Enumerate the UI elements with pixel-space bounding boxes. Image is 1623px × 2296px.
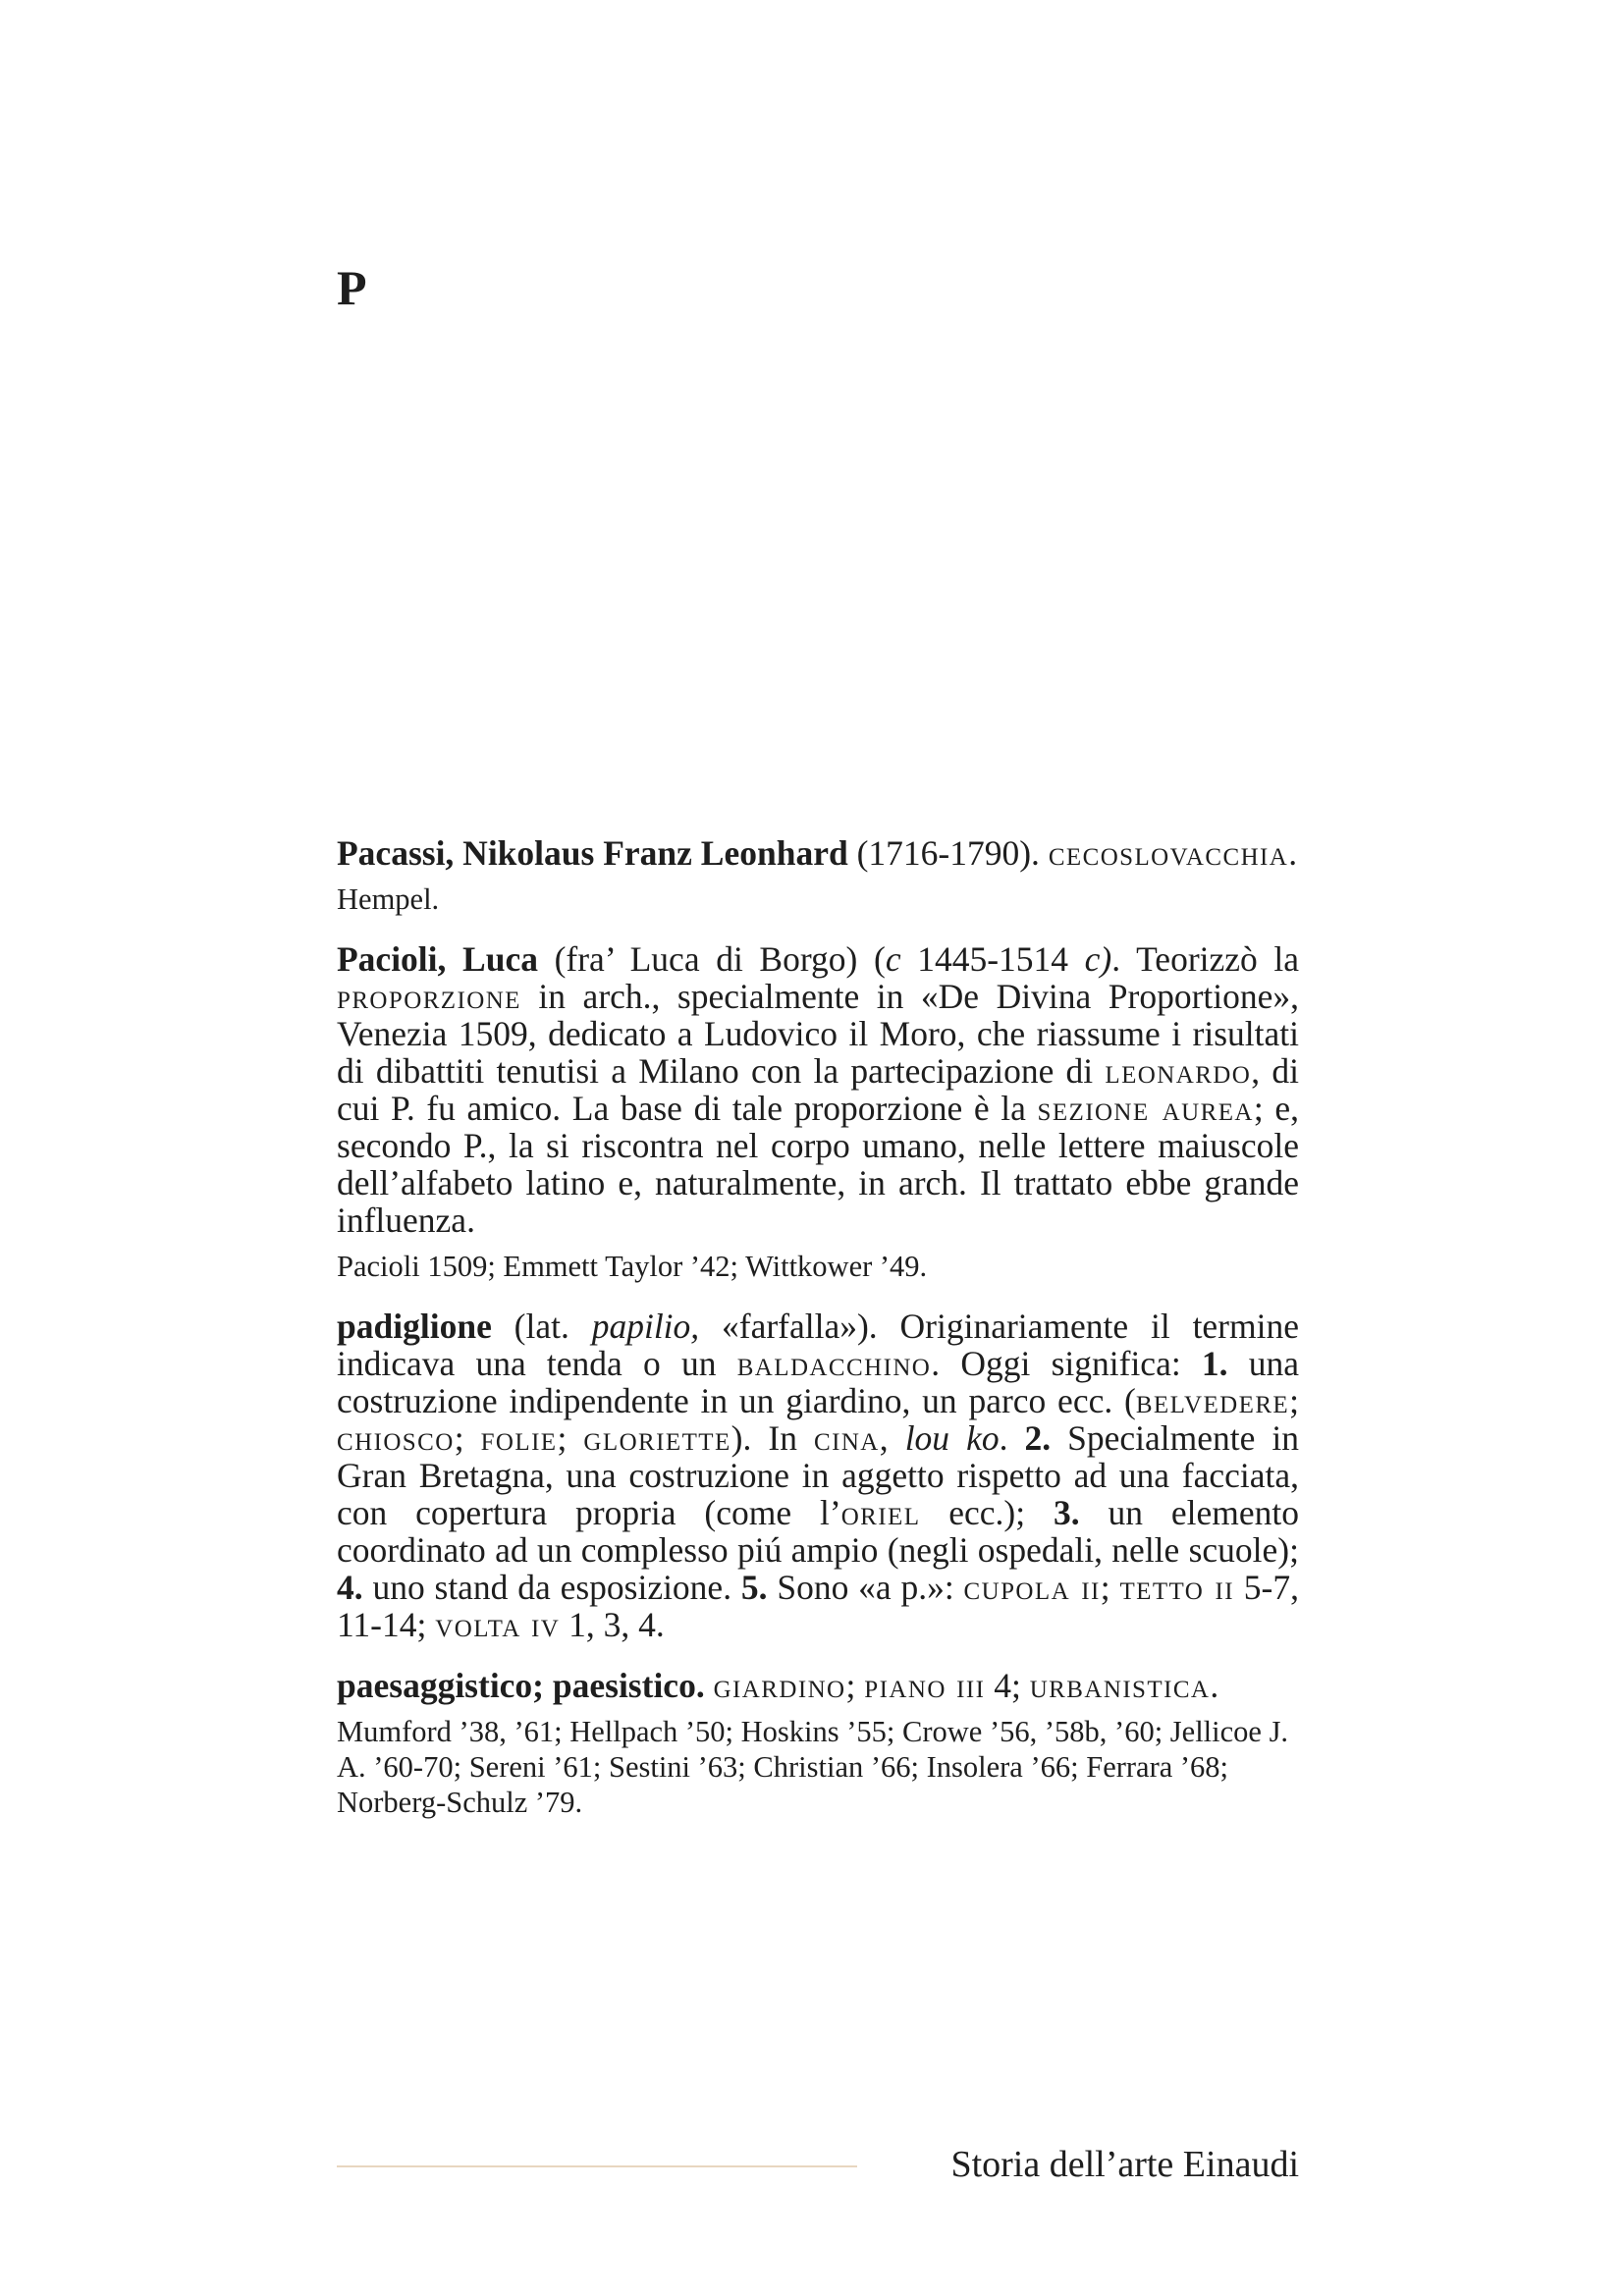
cross-reference[interactable]: tetto ii (1119, 1568, 1234, 1607)
entry-paesaggistico (337, 1667, 1299, 1820)
entry-text (705, 1666, 714, 1705)
bibliography: Hempel. (337, 882, 440, 916)
cross-reference[interactable]: piano iii (864, 1666, 986, 1705)
entry-body (337, 1308, 1299, 1643)
entry-text: uno stand da esposizione. (362, 1568, 741, 1607)
cross-reference[interactable]: giardino (713, 1666, 846, 1705)
entry-text: 4; (985, 1666, 1030, 1705)
cross-reference[interactable]: baldacchino (736, 1344, 932, 1383)
entry-text: ). In (730, 1418, 814, 1458)
chinese-term: lou ko (904, 1418, 1000, 1458)
entry-text: , (879, 1418, 905, 1458)
entry-padiglione (337, 1308, 1299, 1643)
entry-text: Sono «a p.»: (767, 1568, 964, 1607)
entry-text: 1, 3, 4. (560, 1605, 665, 1644)
entry-text: . (1210, 1666, 1219, 1705)
cross-reference[interactable]: folie (480, 1418, 558, 1458)
footer-rule (337, 2165, 857, 2167)
entry-text: in arch., specialmente in «De Divina Proportione», Venezia 1509, dedicato a Ludovico il Moro, che riassume i risultati di dibattiti tenutisi a Milano con la partecipazione di (337, 977, 1299, 1091)
cross-reference[interactable]: urbanistica (1029, 1666, 1211, 1705)
entry-text: un elemento coordinato ad un complesso piú ampio (negli ospedali, nelle scuole); (337, 1493, 1299, 1570)
page-footer (337, 2140, 1299, 2189)
entry-text: 1445-1514 (900, 939, 1085, 979)
entry-text: . Oggi significa: (931, 1344, 1202, 1383)
entry-text: (fra’ Luca di Borgo) ( (537, 939, 886, 979)
cross-reference[interactable]: chiosco (337, 1418, 455, 1458)
entry-text: . (999, 1418, 1025, 1458)
headword: padiglione (337, 1307, 492, 1346)
headword: Pacassi, Nikolaus Franz Leonhard (337, 833, 848, 873)
circa-marker: c (885, 939, 901, 979)
entry-text: «farfalla»). Originariamente il termine indicava una tenda o un (337, 1307, 1299, 1383)
sense-number: 1. (1201, 1344, 1228, 1383)
entry-text: ; (557, 1418, 584, 1458)
dictionary-entries (337, 834, 1299, 1820)
entry-body (337, 1667, 1299, 1704)
entry-dates: (1716-1790). (847, 833, 1049, 873)
entry-pacassi (337, 834, 1299, 917)
circa-marker: c) (1084, 939, 1112, 979)
entry-text: ; (1100, 1568, 1120, 1607)
sense-number: 4. (337, 1568, 363, 1607)
entry-body (337, 940, 1299, 1239)
entry-text: . (1288, 833, 1298, 873)
cross-reference[interactable]: proporzione (337, 977, 521, 1016)
headword: Pacioli, Luca (337, 939, 538, 979)
entry-body (337, 834, 1299, 872)
footer-publisher: Storia dell’arte Einaudi (950, 2144, 1299, 2185)
sense-number: 5. (740, 1568, 768, 1607)
cross-reference[interactable]: cina (813, 1418, 880, 1458)
entry-text: Specialmente in Gran Bretagna, una costruzione in aggetto rispetto ad una facciata, con copertura propria (come l’ (337, 1418, 1300, 1532)
entry-text: ; (845, 1666, 865, 1705)
bibliography: Pacioli 1509; Emmett Taylor ’42; Wittkower ’49. (337, 1250, 928, 1283)
entry-pacioli (337, 940, 1299, 1284)
sense-number: 3. (1054, 1493, 1080, 1532)
headword: paesaggistico; paesistico. (337, 1666, 705, 1705)
entry-text: . Teorizzò la (1111, 939, 1300, 979)
cross-reference[interactable]: leonardo (1105, 1051, 1252, 1091)
cross-reference[interactable]: cupola ii (963, 1568, 1101, 1607)
sense-number: 2. (1024, 1418, 1052, 1458)
cross-reference[interactable]: sezione aurea (1037, 1089, 1254, 1128)
entry-text: una costruzione indipendente in un giardino, un parco ecc. ( (337, 1344, 1299, 1420)
cross-reference[interactable]: cecoslovacchia (1048, 833, 1289, 873)
section-letter: P (337, 260, 367, 315)
entry-text: ; (1289, 1381, 1299, 1420)
cross-reference[interactable]: oriel (840, 1493, 921, 1532)
entry-text: ecc.); (920, 1493, 1054, 1532)
entry-text: ; (454, 1418, 481, 1458)
entry-text: (lat. (491, 1307, 592, 1346)
latin-term: papilio, (591, 1307, 700, 1346)
cross-reference[interactable]: volta iv (435, 1605, 561, 1644)
entry-text: , di cui P. fu amico. La base di tale proporzione è la (337, 1051, 1299, 1128)
cross-reference[interactable]: belvedere (1135, 1381, 1290, 1420)
entry-text: 5-7, 11-14; (337, 1568, 1299, 1644)
entry-text: ; e, secondo P., la si riscontra nel corpo umano, nelle lettere maiuscole dell’alfabeto latino e, naturalmente, in arch. Il trattato ebbe grande influenza. (337, 1089, 1299, 1240)
bibliography: Mumford ’38, ’61; Hellpach ’50; Hoskins ’55; Crowe ’56, ’58b, ’60; Jellicoe J. A. ’60-70; Sereni ’61; Sestini ’63; Christian ’66; Insolera ’66; Ferrara ’68; Norberg-Schulz ’79. (337, 1715, 1289, 1819)
cross-reference[interactable]: gloriette (583, 1418, 731, 1458)
